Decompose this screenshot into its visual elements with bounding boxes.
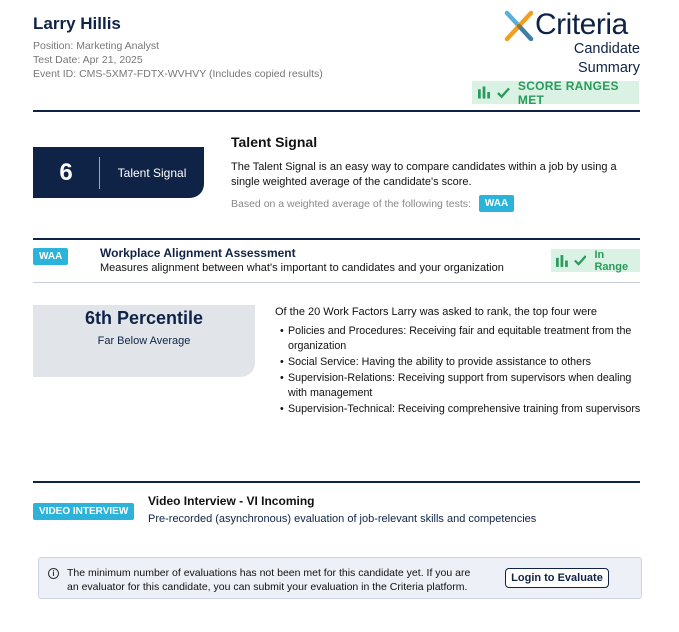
video-interview-badge: VIDEO INTERVIEW	[33, 503, 134, 520]
test-date: Test Date: Apr 21, 2025	[33, 54, 143, 66]
section-divider	[33, 238, 640, 240]
in-range-badge	[551, 249, 640, 272]
waa-title: Workplace Alignment Assessment	[100, 246, 296, 260]
waa-badge: WAA	[33, 248, 68, 265]
check-icon	[574, 255, 587, 266]
talent-signal-score-box	[33, 147, 204, 198]
waa-subtitle: Measures alignment between what's important to candidates and your organization	[100, 262, 504, 274]
video-interview-subtitle: Pre-recorded (asynchronous) evaluation of job-relevant skills and competencies	[148, 513, 537, 525]
bar-chart-icon	[478, 86, 491, 99]
candidate-name: Larry Hillis	[33, 14, 121, 33]
logo-wordmark: Criteria	[535, 8, 628, 41]
waa-test-badge: WAA	[479, 195, 514, 212]
list-item: • Policies and Procedures: Receiving fair and equitable treatment from the organization	[280, 324, 645, 354]
work-factors-list	[280, 324, 645, 418]
event-id: Event ID: CMS-5XM7-FDTX-WVHVY (Includes copied results)	[33, 68, 323, 80]
talent-signal-title: Talent Signal	[231, 134, 318, 150]
percentile-description: Far Below Average	[97, 335, 191, 347]
list-item: • Social Service: Having the ability to provide assistance to others	[280, 355, 645, 370]
work-factors-intro: Of the 20 Work Factors Larry was asked to rank, the top four were	[275, 306, 597, 318]
score-ranges-met-badge	[472, 78, 639, 107]
report-title	[574, 40, 640, 78]
talent-signal-based-on	[231, 195, 514, 212]
criteria-x-icon	[503, 9, 535, 41]
criteria-logo	[503, 8, 628, 42]
report-title-line2: Summary	[577, 60, 640, 76]
waa-divider	[33, 282, 640, 283]
candidate-meta	[33, 39, 323, 81]
based-on-text: Based on a weighted average of the following tests:	[231, 197, 471, 210]
talent-signal-score: 6	[59, 158, 73, 186]
login-to-evaluate-button[interactable]: Login to Evaluate	[505, 568, 609, 588]
section-divider	[33, 110, 640, 112]
list-item: • Supervision-Relations: Receiving support from supervisors when dealing with management	[280, 371, 645, 401]
section-divider	[33, 481, 640, 483]
notice-text: The minimum number of evaluations has not been met for this candidate yet. If you are an evaluator for this candidate, you can submit your evaluation in the Criteria platform.	[67, 567, 471, 593]
check-icon	[497, 87, 510, 99]
candidate-position: Position: Marketing Analyst	[33, 40, 160, 52]
percentile-box	[33, 305, 255, 377]
video-interview-title: Video Interview - VI Incoming	[148, 494, 315, 508]
evaluation-notice	[38, 557, 642, 599]
percentile-value: 6th Percentile	[84, 308, 204, 328]
bar-chart-icon	[556, 255, 569, 267]
talent-signal-box-label: Talent Signal	[117, 165, 187, 180]
list-item: • Supervision-Technical: Receiving comprehensive training from supervisors	[280, 402, 645, 417]
score-separator	[99, 157, 100, 189]
score-ranges-met-label: SCORE RANGES MET	[517, 78, 619, 107]
report-title-line1: Candidate	[573, 41, 640, 57]
info-icon: i	[48, 568, 59, 579]
in-range-label: In Range	[594, 248, 629, 273]
talent-signal-description: The Talent Signal is an easy way to compare candidates within a job by using a single weighted average of the candidate's score.	[231, 161, 617, 188]
